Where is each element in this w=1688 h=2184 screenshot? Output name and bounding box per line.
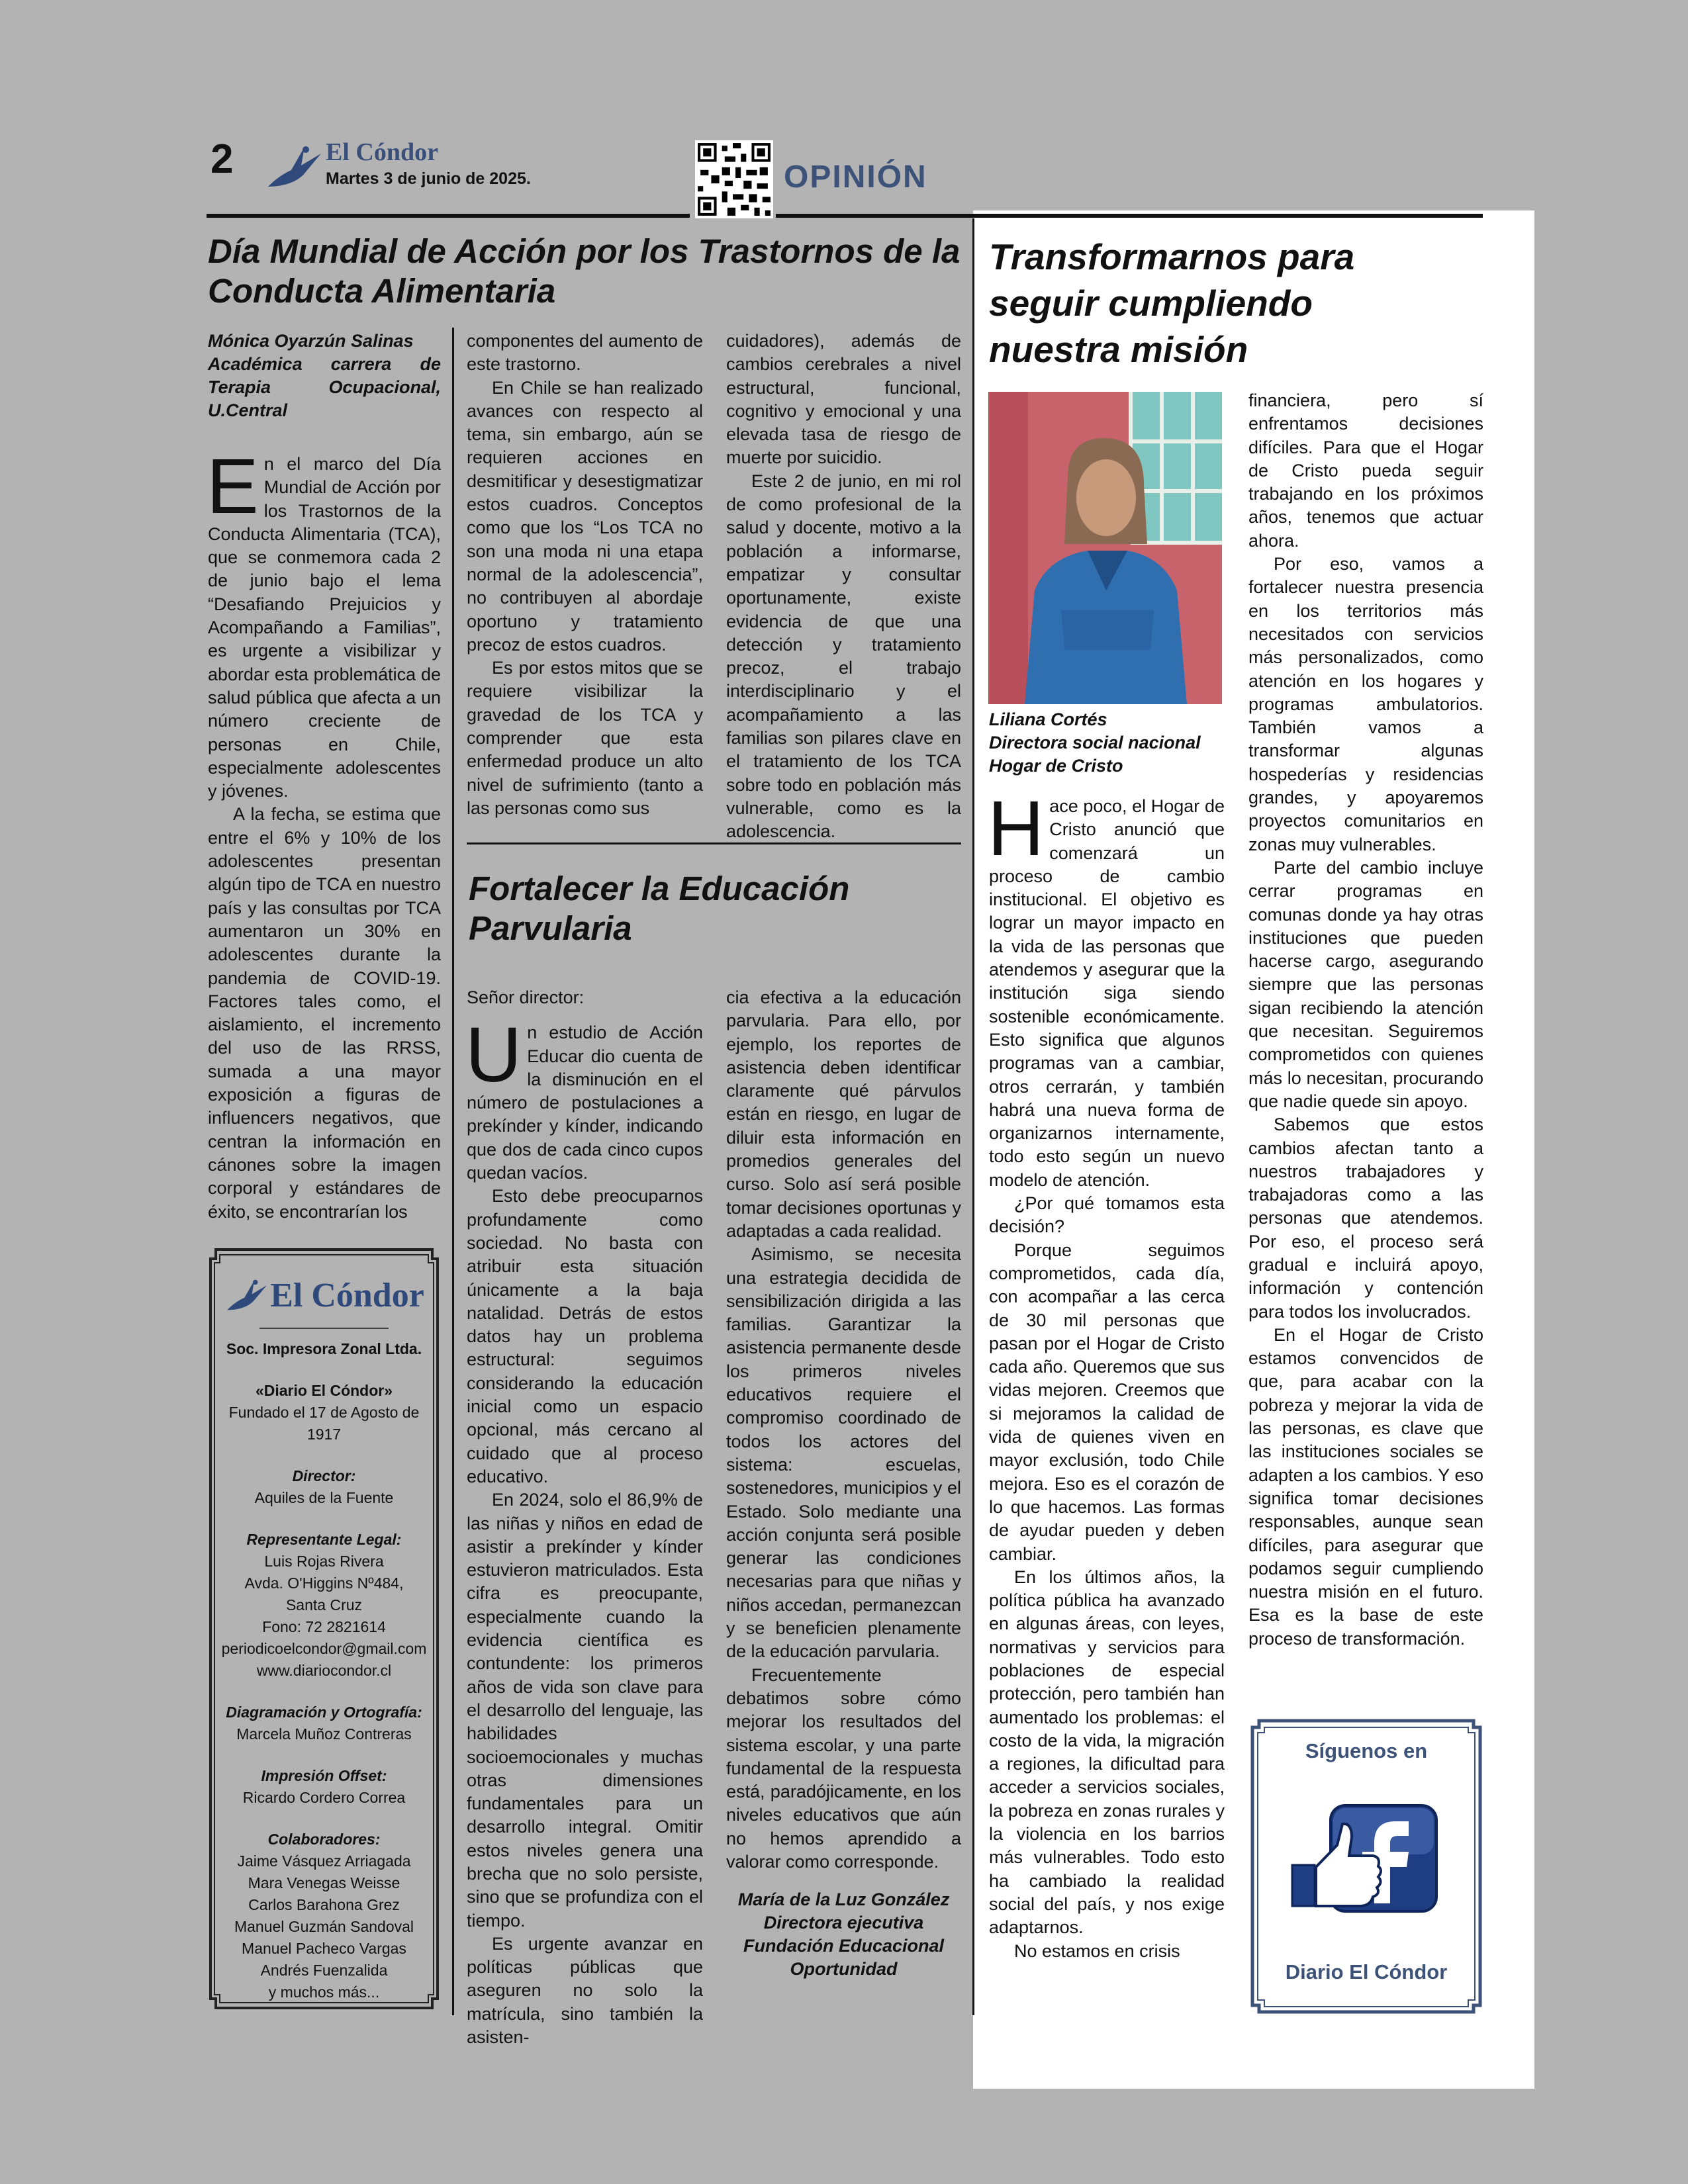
author-photo bbox=[988, 392, 1222, 704]
print-name: Ricardo Cordero Correa bbox=[242, 1789, 406, 1806]
brand-name: El Cóndor bbox=[326, 138, 438, 166]
page-number: 2 bbox=[211, 136, 234, 182]
paragraph: Asimismo, se necesita una estrategia decidida de sensibilización dirigida a las familias. Garantizar la asistencia permanente desde los primeros niveles educativos requiere el compromiso coordinado de todos los actores del sistema: escuelas, sostenedores, municipios y el Estado. Solo mediante una acción conjunta será posible generar las condiciones necesarias para que niñas y niños accedan, permanezcan y se beneficien plenamente de la educación parvularia. bbox=[726, 1244, 961, 1662]
article-column bbox=[726, 330, 961, 844]
social-box[interactable] bbox=[1250, 1718, 1483, 2015]
colophon-logo-text: El Cóndor bbox=[270, 1276, 424, 1314]
column-divider bbox=[972, 218, 974, 2015]
layout-label: Diagramación y Ortografía: bbox=[226, 1704, 422, 1721]
signature-role: Directora ejecutiva bbox=[763, 1913, 924, 1933]
legal-label: Representante Legal: bbox=[246, 1531, 402, 1548]
collab-name: Andrés Fuenzalida bbox=[260, 1962, 388, 1979]
article-title: Fortalecer la Educación Parvularia bbox=[469, 870, 850, 947]
collab-name: y muchos más... bbox=[268, 1983, 380, 2001]
layout-name: Marcela Muñoz Contreras bbox=[236, 1725, 412, 1743]
paragraph: cuidadores), además de cambios cerebrales a nivel estructural, funcional, cognitivo y emocional y una elevada tasa de riesgo de muerte por suicidio. bbox=[726, 331, 961, 468]
signature-org: Oportunidad bbox=[790, 1959, 898, 1979]
section-title: OPINIÓN bbox=[784, 159, 927, 195]
paragraph: Sabemos que estos cambios afectan tanto a nuestros trabajadores y trabajadoras como a las personas que atendemos. Por eso, el proceso será gradual e incluirá apoyo, información y contención para todos los involucrados. bbox=[1248, 1115, 1483, 1322]
paragraph: En 2024, solo el 86,9% de las niñas y niños en edad de asistir a prekínder y kínder estuvieron matriculados. Esta cifra es preocupante, especialmente cuando la evidencia científica es contundente: los primeros años de vida son clave para el desarrollo del lenguaje, las habilidades socioemocionales y muchas otras dimensiones fundamentales para un desarrollo integral. Omitir estos niveles genera una brecha que no solo persiste, sino que se profundiza con el tiempo. bbox=[467, 1490, 703, 1931]
collab-name: Carlos Barahona Grez bbox=[248, 1896, 400, 1913]
column-divider bbox=[452, 328, 454, 2015]
founded-date: Fundado el 17 de Agosto de 1917 bbox=[228, 1404, 420, 1443]
paragraph: Es urgente avanzar en políticas públicas que aseguren no solo la matrícula, sino también la asisten- bbox=[467, 1933, 703, 2048]
paragraph: En el Hogar de Cristo estamos convencidos de que, para acabar con la pobreza y mejorar la vida de las personas, es clave que las instituciones sociales se adapten a los cambios. Y eso significa tomar decisiones responsables, aunque sean difíciles, para asegurar que podamos seguir cumpliendo nuestra misión en el futuro. Esa es la base de este proceso de transformación. bbox=[1248, 1324, 1483, 1649]
company-name: Soc. Impresora Zonal Ltda. bbox=[226, 1340, 422, 1357]
drop-cap: H bbox=[988, 785, 1045, 872]
drop-cap: E bbox=[207, 443, 259, 530]
follow-label: Síguenos en bbox=[1305, 1739, 1428, 1762]
photo-caption-name: Liliana Cortés bbox=[989, 709, 1107, 729]
paragraph: Esto debe preocuparnos profundamente como sociedad. No basta con atribuir esta situación únicamente a la baja natalidad. Detrás de estos datos hay un problema estructural: seguimos considerando la educación inicial como un espacio opcional, más cercano al cuidado que al proceso educativo. bbox=[467, 1186, 703, 1486]
paper-name: «Diario El Cóndor» bbox=[255, 1382, 393, 1399]
colophon-box bbox=[207, 1246, 442, 2012]
author-title: Académica carrera de Terapia Ocupacional, U.Central bbox=[208, 354, 441, 420]
header-rule bbox=[207, 214, 690, 218]
author-name: Mónica Oyarzún Salinas bbox=[208, 331, 414, 351]
paragraph: Porque seguimos comprometidos, cada día, con acompañar a las cerca de 30 mil personas que pasan por el Hogar de Cristo cada año. Queremos que sus vidas mejoren. Creemos que si mejoramos la calidad de vida de quienes viven en mayor exclusión, todo Chile mejora. Eso es el corazón de lo que hacemos. Las formas de ayudar pueden y deben cambiar. bbox=[989, 1240, 1225, 1564]
header-rule bbox=[973, 214, 1483, 218]
header-rule bbox=[776, 214, 974, 218]
article-title: Transformarnos para seguir cumpliendo nuestra misión bbox=[989, 236, 1355, 370]
legal-name: Luis Rojas Rivera bbox=[264, 1553, 384, 1570]
signature-org: Fundación Educacional bbox=[743, 1936, 945, 1956]
photo-caption-role: Directora social nacional bbox=[989, 733, 1201, 752]
paragraph: A la fecha, se estima que entre el 6% y 10% de los adolescentes presentan algún tipo de TCA en nuestro país y las consultas por TCA aumentaron un 30% en adolescentes durante la pandemia de COVID-19. Factores tales como, el aislamiento, el incremento del uso de las RRSS, sumada a una mayor exposición a figuras de influencers negativos, que centran la información en cánones sobre la imagen corporal y estándares de éxito, se encontrarían los bbox=[208, 804, 441, 1222]
signature-name: María de la Luz González bbox=[737, 1889, 950, 1910]
paragraph: Este 2 de junio, en mi rol de como profesional de la salud y docente, motivo a la población a informarse, empatizar y consultar oportunamente, existe evidencia de que una detección y tratamiento precoz, el trabajo interdisciplinario y el acompañamiento a las familias son pilares clave en el tratamiento de los TCA sobre todo en población más vulnerable, como es la adolescencia. bbox=[726, 471, 961, 842]
paragraph: cia efectiva a la educación parvularia. Para ello, por ejemplo, los reportes de asistencia deben identificar claramente qué párvulos están en riesgo, en lugar de diluir esta información en promedios generales del curso. Solo así será posible tomar decisiones oportunas y adaptadas a cada realidad. bbox=[726, 987, 961, 1241]
collab-name: Jaime Vásquez Arriagada bbox=[237, 1852, 411, 1870]
paragraph: Hace poco, el Hogar de Cristo anunció que comenzará un proceso de cambio institucional. El objetivo es lograr un mayor impacto en la vida de las personas que atendemos y asegurar que la institución siga siendo sostenible económicamente. Esto significa que algunos programas van a cambiar, otros cerrarán, y también habrá una nueva forma de organizarnos internamente, todo esto según un nuevo modelo de atención. bbox=[988, 785, 1225, 1190]
paragraph: Parte del cambio incluye cerrar programas en comunas donde ya hay otras instituciones que pueden hacerse cargo, asegurando siempre que las personas sigan recibiendo la atención que necesitan. Seguiremos comprometidos con quienes más lo necesitan, procurando que nadie quede sin apoyo. bbox=[1248, 857, 1483, 1111]
article-title: Día Mundial de Acción por los Trastornos de la Conducta Alimentaria bbox=[208, 232, 961, 310]
paragraph: Es por estos mitos que se requiere visibilizar la gravedad de los TCA y comprender que esta enfermedad produce un alto nivel de sufrimiento (tanto a las personas como sus bbox=[467, 658, 703, 818]
paragraph: financiera, pero sí enfrentamos decisiones difíciles. Para que el Hogar de Cristo pueda seguir trabajando en los próximos años, tenemos que actuar ahora. bbox=[1248, 390, 1483, 551]
article-column bbox=[467, 986, 703, 2049]
legal-website: www.diariocondor.cl bbox=[256, 1662, 392, 1679]
article-column bbox=[467, 330, 703, 820]
legal-address: Avda. O'Higgins Nº484, bbox=[244, 1574, 404, 1592]
director-name: Aquiles de la Fuente bbox=[254, 1489, 394, 1506]
collab-label: Colaboradores: bbox=[267, 1831, 381, 1848]
collab-name: Manuel Pacheco Vargas bbox=[242, 1940, 406, 1957]
paragraph: En los últimos años, la política pública ha avanzado en algunas áreas, con leyes, normativas y servicios para poblaciones de especial protección, pero también han aumentado los problemas: el costo de la vida, la migración a regiones, la dificultad para acceder a servicios sociales, la pobreza en zonas rurales y la violencia en los barrios más vulnerables. Todo esto ha cambiado la realidad social del país, y nos exige adaptarnos. bbox=[989, 1567, 1225, 1938]
paragraph: En el marco del Día Mundial de Acción por los Trastornos de la Conducta Alimentaria (TCA), que se conmemora cada 2 de junio bajo el lema “Desafiando Prejuicios y Acompañando a Familias”, es urgente a visibilizar y abordar esta problemática de salud pública que afecta a un número creciente de personas en Chile, especialmente adolescentes y jóvenes. bbox=[207, 443, 441, 801]
legal-city: Santa Cruz bbox=[285, 1596, 363, 1614]
qr-code-icon bbox=[695, 140, 773, 218]
paragraph: En Chile se han realizado avances con respecto al tema, sin embargo, aún se requieren acciones en desmitificar y desestigmatizar estos cuadros. Conceptos como que los “Los TCA no son una moda ni una etapa normal de la adolescencia”, no contribuyen al abordaje oportuno y tratamiento precoz de estos cuadros. bbox=[467, 377, 703, 655]
paragraph: componentes del aumento de este trastorno. bbox=[467, 331, 703, 375]
social-page-name[interactable]: Diario El Cóndor bbox=[1285, 1960, 1448, 1983]
collab-name: Manuel Guzmán Sandoval bbox=[234, 1918, 414, 1935]
facebook-like-icon[interactable] bbox=[1291, 1804, 1442, 1923]
condor-logo-icon bbox=[224, 1275, 270, 1315]
legal-email: periodicoelcondor@gmail.com bbox=[221, 1640, 427, 1657]
article-column bbox=[989, 708, 1225, 1963]
drop-cap: U bbox=[465, 1011, 522, 1099]
paragraph: Un estudio de Acción Educar dio cuenta de la disminución en el número de postulaciones a prekínder y kínder, indicando que dos de cada cinco cupos quedan vacíos. bbox=[465, 1011, 703, 1183]
article-column bbox=[726, 986, 961, 1981]
photo-caption-org: Hogar de Cristo bbox=[989, 756, 1123, 776]
collab-name: Mara Venegas Weisse bbox=[248, 1874, 400, 1891]
salutation: Señor director: bbox=[467, 987, 585, 1007]
condor-logo-icon bbox=[265, 140, 324, 193]
legal-phone: Fono: 72 2821614 bbox=[262, 1618, 386, 1635]
paragraph: No estamos en crisis bbox=[1014, 1940, 1180, 1961]
paragraph: ¿Por qué tomamos esta decisión? bbox=[989, 1193, 1225, 1237]
article-column bbox=[1248, 389, 1483, 1651]
director-label: Director: bbox=[292, 1467, 356, 1484]
print-label: Impresión Offset: bbox=[261, 1767, 387, 1784]
paragraph: Frecuentemente debatimos sobre cómo mejorar los resultados del sistema escolar, y una parte fundamental de la respuesta está, paradójicamente, en los niveles educativos que aún no hemos aprendido a valorar como corresponde. bbox=[726, 1664, 961, 1872]
issue-date: Martes 3 de junio de 2025. bbox=[326, 169, 531, 188]
paragraph: Por eso, vamos a fortalecer nuestra presencia en los territorios más necesitados con servicios más personalizados, como atención en los hogares y programas ambulatorios. También vamos a transformar algunas hospederías y residencias grandes, y apoyaremos proyectos comunitarios en zonas muy vulnerables. bbox=[1248, 554, 1483, 854]
article-column bbox=[208, 330, 441, 1224]
